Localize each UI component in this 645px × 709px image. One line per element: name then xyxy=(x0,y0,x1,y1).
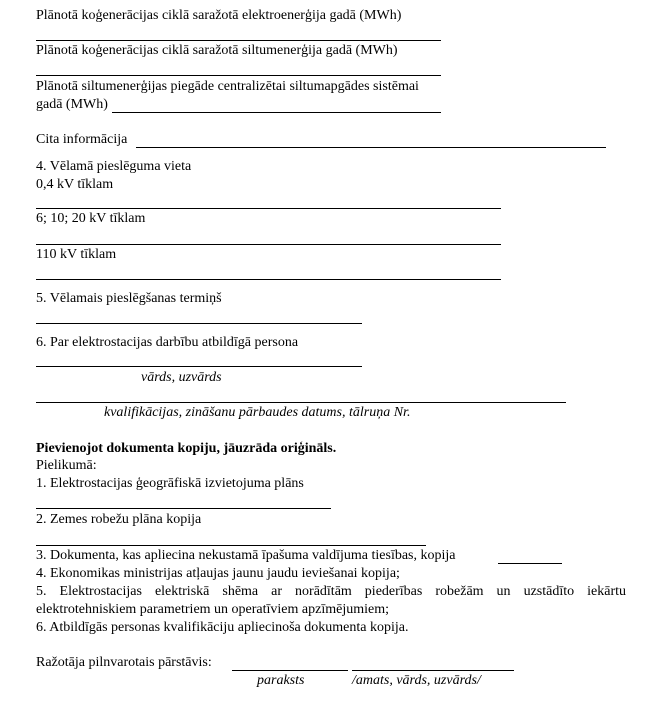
heat-supply-label: Plānotā siltumenerģijas piegāde centralizētai siltumapgādes sistēmai xyxy=(36,79,419,94)
other-info-label: Cita informācija xyxy=(36,132,128,147)
electricity-label: Plānotā koģenerācijas ciklā saražotā elektroenerģija gadā (MWh) xyxy=(36,8,402,23)
section5-field-line[interactable] xyxy=(36,323,362,324)
section6-qual-line[interactable] xyxy=(36,402,566,403)
heat-supply-field-line[interactable] xyxy=(112,112,441,113)
attachment-6: 6. Atbildīgās personas kvalifikāciju apliecinoša dokumenta kopija. xyxy=(36,620,409,635)
section6-title: 6. Par elektrostacijas darbību atbildīgā persona xyxy=(36,335,299,350)
electricity-field-line[interactable] xyxy=(36,40,441,41)
attachment-4: 4. Ekonomikas ministrijas atļaujas jaunu jaudu ieviešanai kopija; xyxy=(36,566,400,581)
section4-opt1: 0,4 kV tīklam xyxy=(36,177,114,192)
attachment-5: 5. Elektrostacijas elektriskā shēma ar norādītām piederības robežām un uzstādīto iekārtu xyxy=(36,584,626,599)
name-caption: vārds, uzvārds xyxy=(141,370,222,385)
heat-label: Plānotā koģenerācijas ciklā saražotā siltumenerģija gadā (MWh) xyxy=(36,43,398,58)
section4-title: 4. Vēlamā pieslēguma vieta xyxy=(36,159,192,174)
section4-opt3: 110 kV tīklam xyxy=(36,247,117,262)
notice-text: Pievienojot dokumenta kopiju, jāuzrāda oriģināls. xyxy=(36,441,337,456)
qualification-caption: kvalifikācijas, zināšanu pārbaudes datums, tālruņa Nr. xyxy=(104,405,411,420)
attachment-2-line[interactable] xyxy=(36,545,426,546)
attachment-1: 1. Elektrostacijas ģeogrāfiskā izvietojuma plāns xyxy=(36,476,304,491)
heat-field-line[interactable] xyxy=(36,75,441,76)
other-info-field-line[interactable] xyxy=(136,147,606,148)
section4-opt1-line[interactable] xyxy=(36,208,501,209)
position-caption: /amats, vārds, uzvārds/ xyxy=(352,673,481,688)
section4-opt3-line[interactable] xyxy=(36,279,501,280)
attachment-1-line[interactable] xyxy=(36,508,331,509)
attachment-2: 2. Zemes robežu plāna kopija xyxy=(36,512,202,527)
attachment-5-cont: elektrotehniskiem parametriem un operatīviem apzīmējumiem; xyxy=(36,602,389,617)
attachments-heading: Pielikumā: xyxy=(36,458,97,473)
attachment-3: 3. Dokumenta, kas apliecina nekustamā īpašuma valdījuma tiesības, kopija xyxy=(36,548,456,563)
section5-title: 5. Vēlamais pieslēgšanas termiņš xyxy=(36,291,222,306)
heat-supply-label-cont: gadā (MWh) xyxy=(36,97,108,112)
signature-line[interactable] xyxy=(232,670,348,671)
section4-opt2-line[interactable] xyxy=(36,244,501,245)
signature-caption: paraksts xyxy=(257,673,305,688)
section6-name-line[interactable] xyxy=(36,366,362,367)
section4-opt2: 6; 10; 20 kV tīklam xyxy=(36,211,146,226)
attachment-3-line[interactable] xyxy=(498,563,562,564)
signature-label: Ražotāja pilnvarotais pārstāvis: xyxy=(36,655,212,670)
position-line[interactable] xyxy=(352,670,514,671)
